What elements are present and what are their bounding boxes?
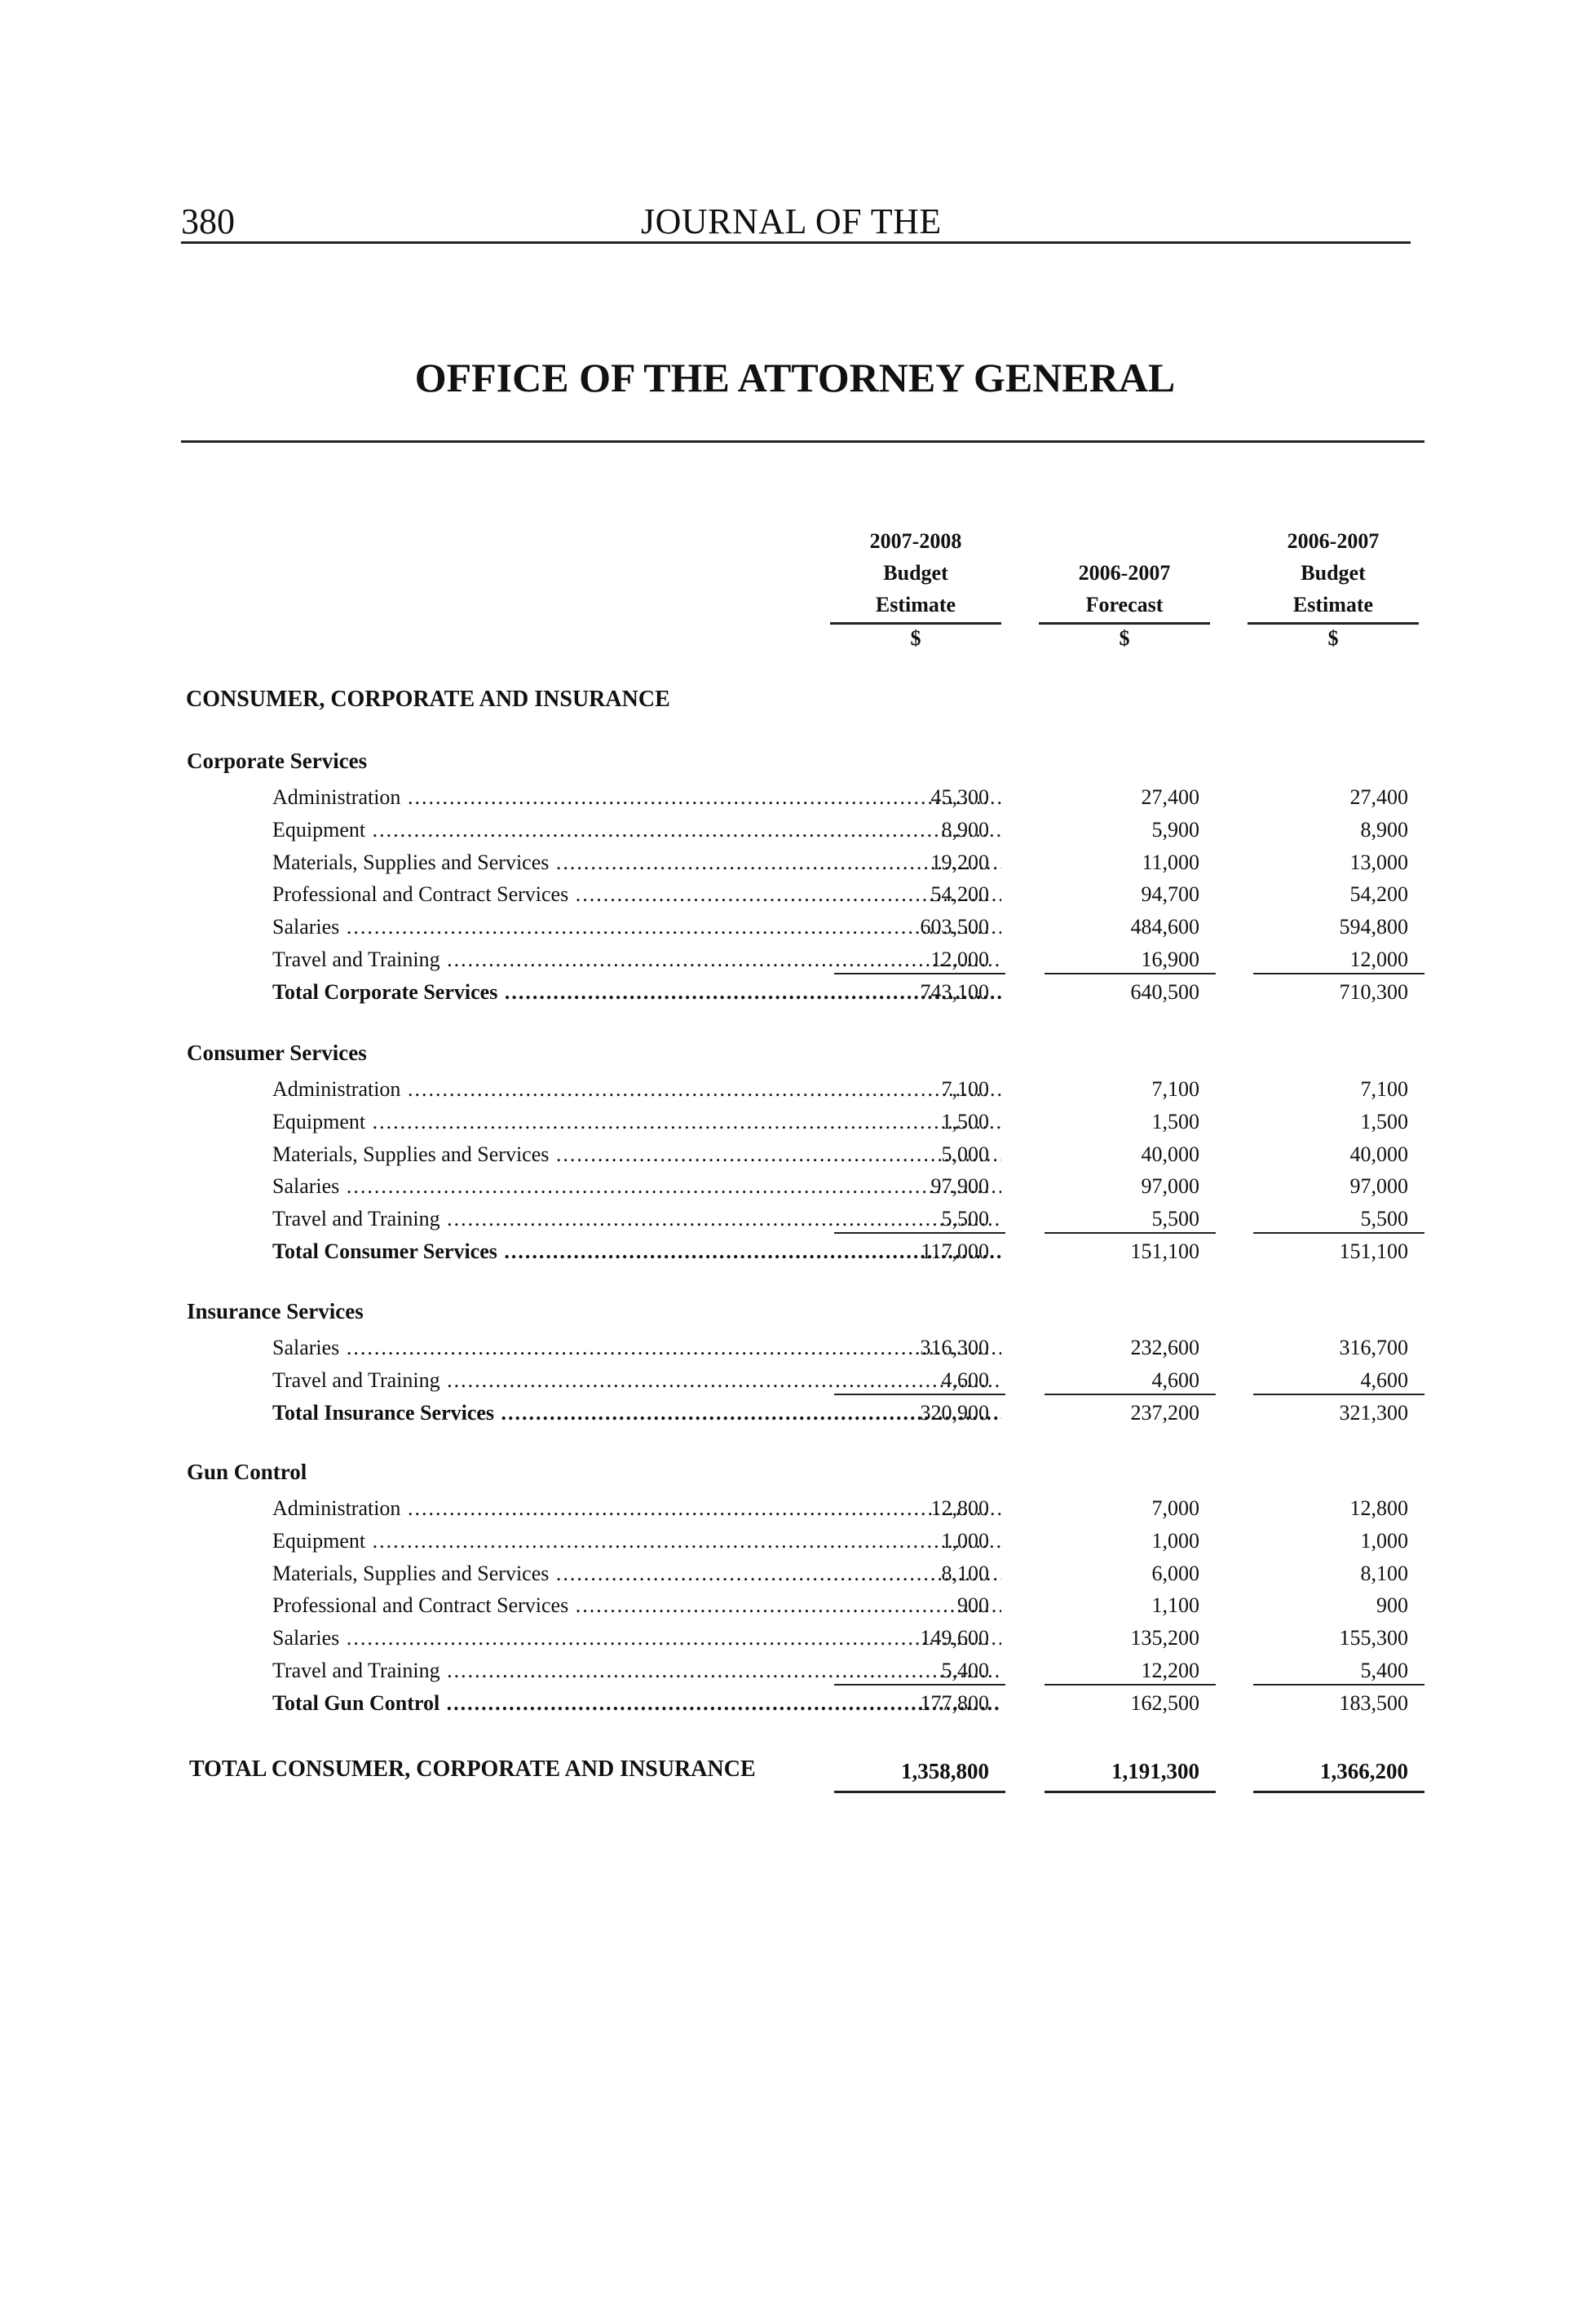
title-rule (181, 440, 1424, 443)
row-value-2: 1,000 (1151, 1528, 1199, 1553)
grand-total-rule-2 (1045, 1791, 1216, 1793)
row-value-3: 8,900 (1360, 817, 1408, 842)
row-value-1: 54,200 (930, 882, 989, 907)
total-value-3: 710,300 (1339, 979, 1408, 1004)
total-value-3: 183,500 (1339, 1690, 1408, 1715)
row-label: Professional and Contract Services ..... (272, 878, 1001, 911)
column-header-1 (830, 525, 1001, 625)
column-header-3-line2: Budget (1301, 561, 1366, 585)
row-label: Professional and Contract Services ..... (272, 1589, 1001, 1622)
total-value-1: 177,800 (920, 1690, 989, 1715)
total-label: Total Gun Control ..... (272, 1687, 1001, 1720)
row-value-3: 40,000 (1349, 1142, 1408, 1166)
row-value-2: 4,600 (1045, 1364, 1216, 1397)
total-value-3: 321,300 (1339, 1400, 1408, 1425)
row-label: Salaries ..... (272, 1332, 1001, 1364)
total-value-2: 640,500 (1130, 979, 1199, 1004)
row-value-3: 1,500 (1360, 1109, 1408, 1133)
row-label: Salaries ..... (272, 911, 1001, 943)
row-label: Equipment ..... (272, 1106, 1001, 1138)
row-value-1: 7,100 (941, 1077, 989, 1101)
row-label: Travel and Training ..... (272, 1364, 1001, 1397)
column-header-2 (1039, 525, 1210, 625)
row-value-1: 603,500 (920, 915, 989, 939)
total-value-2: 162,500 (1130, 1690, 1199, 1715)
column-header-3-line1: 2006-2007 (1287, 529, 1380, 553)
row-value-1: 5,500 (834, 1203, 1005, 1235)
column-unit-3: $ (1327, 626, 1339, 650)
row-value-3: 5,500 (1253, 1203, 1424, 1235)
row-label: Administration ..... (272, 781, 1001, 814)
row-value-1: 12,800 (930, 1496, 989, 1520)
row-label: Salaries ..... (272, 1622, 1001, 1655)
row-value-2: 94,700 (1141, 882, 1199, 907)
row-value-2: 97,000 (1141, 1174, 1199, 1199)
total-value-1: 743,100 (920, 979, 989, 1004)
row-label: Salaries ..... (272, 1170, 1001, 1203)
row-label: Administration ..... (272, 1073, 1001, 1106)
grand-total-value-2: 1,191,300 (1111, 1759, 1199, 1783)
row-value-1: 19,200 (930, 850, 989, 874)
row-label: Materials, Supplies and Services ..... (272, 1138, 1001, 1171)
grand-total-value-3: 1,366,200 (1320, 1759, 1408, 1783)
column-header-2-line1 (1039, 525, 1210, 557)
row-value-2: 1,500 (1151, 1109, 1199, 1133)
row-value-1: 5,400 (834, 1655, 1005, 1687)
total-value-3: 151,100 (1339, 1239, 1408, 1263)
row-label: Travel and Training ..... (272, 943, 1001, 976)
row-value-3: 7,100 (1360, 1077, 1408, 1101)
row-value-1: 97,900 (930, 1174, 989, 1199)
row-value-2: 7,000 (1151, 1496, 1199, 1520)
row-value-3: 54,200 (1349, 882, 1408, 907)
row-value-3: 8,100 (1360, 1561, 1408, 1585)
header-rule (181, 241, 1411, 244)
row-value-3: 4,600 (1253, 1364, 1424, 1397)
row-value-2: 12,200 (1045, 1655, 1216, 1687)
row-label: Materials, Supplies and Services ..... (272, 1557, 1001, 1590)
row-label: Equipment ..... (272, 814, 1001, 846)
row-value-3: 27,400 (1349, 785, 1408, 809)
row-label: Materials, Supplies and Services ..... (272, 846, 1001, 879)
row-value-1: 8,900 (941, 817, 989, 842)
row-value-1: 900 (957, 1593, 989, 1618)
column-header-2-line3: Forecast (1039, 589, 1210, 625)
row-value-2: 484,600 (1130, 915, 1199, 939)
total-value-2: 237,200 (1130, 1400, 1199, 1425)
total-value-1: 117,000 (921, 1239, 989, 1263)
row-value-1: 8,100 (941, 1561, 989, 1585)
row-value-3: 12,000 (1253, 943, 1424, 976)
row-value-1: 316,300 (920, 1336, 989, 1359)
row-label: Travel and Training ..... (272, 1655, 1001, 1687)
column-header-3-line3: Estimate (1248, 589, 1419, 625)
grand-total-label: TOTAL CONSUMER, CORPORATE AND INSURANCE (189, 1756, 756, 1782)
row-value-2: 16,900 (1045, 943, 1216, 976)
row-value-3: 13,000 (1349, 850, 1408, 874)
row-value-2: 11,000 (1142, 850, 1199, 874)
row-value-1: 1,500 (941, 1109, 989, 1133)
row-value-1: 5,000 (941, 1142, 989, 1166)
row-value-2: 1,100 (1151, 1593, 1199, 1618)
group-title: Gun Control (187, 1460, 307, 1484)
row-value-2: 40,000 (1141, 1142, 1199, 1166)
row-value-2: 5,500 (1045, 1203, 1216, 1235)
column-unit-2: $ (1119, 626, 1130, 650)
row-value-3: 155,300 (1339, 1626, 1408, 1650)
total-label: Total Consumer Services ..... (272, 1235, 1001, 1268)
group-title: Insurance Services (187, 1299, 364, 1323)
column-header-1-line2: Budget (883, 561, 948, 585)
group-title: Consumer Services (187, 1040, 367, 1065)
column-header-3 (1248, 525, 1419, 625)
column-header-1-line3: Estimate (830, 589, 1001, 625)
total-value-2: 151,100 (1130, 1239, 1199, 1263)
page-title: OFFICE OF THE ATTORNEY GENERAL (414, 355, 1176, 400)
row-value-2: 232,600 (1130, 1336, 1199, 1359)
running-title: JOURNAL OF THE (641, 201, 942, 241)
grand-total-rule-3 (1253, 1791, 1424, 1793)
row-value-2: 5,900 (1151, 817, 1199, 842)
row-value-3: 12,800 (1349, 1496, 1408, 1520)
row-value-1: 12,000 (834, 943, 1005, 976)
row-value-2: 135,200 (1130, 1626, 1199, 1650)
row-value-2: 27,400 (1141, 785, 1199, 809)
total-label: Total Corporate Services ..... (272, 976, 1001, 1009)
row-label: Travel and Training ..... (272, 1203, 1001, 1235)
row-value-3: 97,000 (1349, 1174, 1408, 1199)
row-label: Equipment ..... (272, 1525, 1001, 1557)
grand-total-rule-1 (834, 1791, 1005, 1793)
row-value-1: 4,600 (834, 1364, 1005, 1397)
row-value-3: 900 (1376, 1593, 1408, 1618)
column-header-1-line1: 2007-2008 (869, 529, 962, 553)
group-title: Corporate Services (187, 749, 368, 773)
column-unit-1: $ (910, 626, 921, 650)
row-value-1: 1,000 (941, 1528, 989, 1553)
grand-total-value-1: 1,358,800 (901, 1759, 989, 1783)
row-value-3: 1,000 (1360, 1528, 1408, 1553)
row-value-1: 149,600 (920, 1626, 989, 1650)
page-number: 380 (181, 201, 235, 241)
row-label: Administration ..... (272, 1492, 1001, 1525)
row-value-2: 7,100 (1151, 1077, 1199, 1101)
row-value-3: 5,400 (1253, 1655, 1424, 1687)
column-header-2-line2: 2006-2007 (1078, 561, 1171, 585)
section-heading: CONSUMER, CORPORATE AND INSURANCE (186, 687, 670, 712)
row-value-3: 316,700 (1339, 1336, 1408, 1359)
total-value-1: 320,900 (920, 1400, 989, 1425)
row-value-2: 6,000 (1151, 1561, 1199, 1585)
row-value-1: 45,300 (930, 785, 989, 809)
total-label: Total Insurance Services ..... (272, 1397, 1001, 1429)
row-value-3: 594,800 (1339, 915, 1408, 939)
